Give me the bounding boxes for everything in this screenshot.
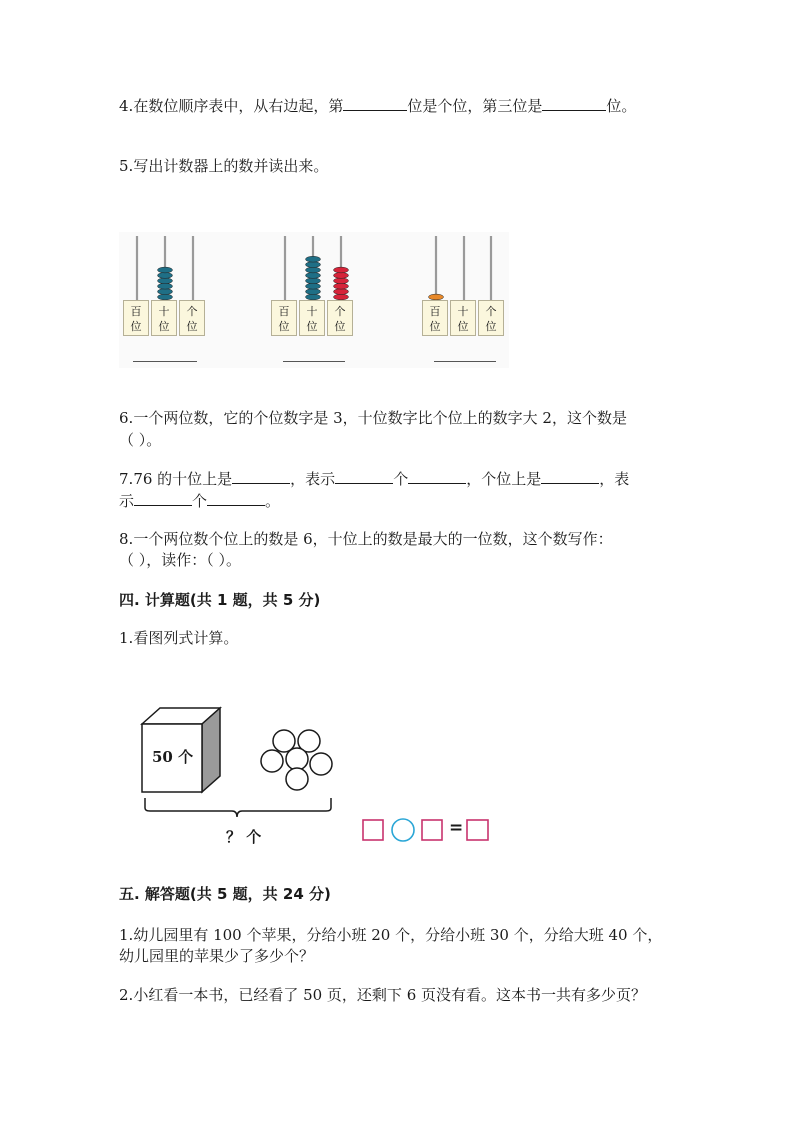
answer-question-1 [119,925,662,945]
calc-figure [0,690,794,860]
counting-circle [286,768,308,790]
place-label-hundreds: 百 位 [422,300,448,336]
answer-question-1-line2: 幼儿园里的苹果少了多少个？ [119,947,315,965]
question-text: 小红看一本书，已经看了 50 页，还剩下 6 页没有看。这本书一共有多少页？ [133,986,647,1004]
answer-blank[interactable] [335,469,393,484]
abacus-bead [306,273,321,279]
equals-sign: = [449,818,464,838]
circle-group [261,730,332,790]
calc-question-1 [119,628,238,648]
counting-circle [286,748,308,770]
question-number: 4. [119,97,134,115]
abacus-bead [334,283,349,289]
answer-blank[interactable] [541,469,599,484]
abacus-answer-line[interactable] [283,361,345,362]
abacus-bead [158,278,173,284]
abacus-bead [306,267,321,273]
abacus-bead [158,289,173,295]
question-text: 看图列式计算。 [133,629,239,647]
box-label: 50 个 [152,748,194,766]
question-number: 2. [119,986,134,1004]
abacus-bead [306,256,321,262]
abacus-bead [306,283,321,289]
abacus-bead [306,278,321,284]
question-number: 8. [119,530,134,548]
abacus-bead [306,262,321,268]
place-label-ones: 个 位 [327,300,353,336]
place-label-hundreds: 百 位 [123,300,149,336]
abacus-bead [334,267,349,273]
section-title: 五. 解答题(共 5 题，共 24 分) [119,885,331,903]
abacus-bead [158,267,173,273]
answer-blank[interactable] [207,491,265,506]
abacus-answer-line[interactable] [434,361,496,362]
question-text: 写出计数器上的数并读出来。 [133,157,329,175]
brace-label: ？ 个 [226,828,262,846]
answer-blank[interactable] [134,491,192,506]
question-text: 位是个位，第三位是 [407,97,543,115]
abacus-bead [334,289,349,295]
operator-circle[interactable] [392,819,414,841]
question-7: 7.76 的十位上是 ，表示 个 ，个位上是 ，表 [119,470,630,488]
question-text: 幼儿园里有 100 个苹果，分给小班 20 个，分给小班 30 个，分给大班 40 个， [133,926,663,944]
question-8 [119,529,613,549]
question-6 [119,408,627,428]
answer-blank[interactable] [232,469,290,484]
answer-square[interactable] [422,820,442,840]
question-text: 一个两位数个位上的数是 6，十位上的数是最大的一位数，这个数写作： [133,530,613,548]
abacus-rods [0,0,794,400]
question-number: 1. [119,629,134,647]
question-text: 位。 [606,97,637,115]
question-8-line2: （ ），读作：（ ）。 [119,551,242,569]
abacus-bead [158,273,173,279]
answer-question-2 [119,985,646,1005]
abacus-answer-line[interactable] [133,361,197,362]
brace [145,798,331,817]
place-label-ones: 个 位 [478,300,504,336]
place-label-hundreds: 百 位 [271,300,297,336]
question-number: 7. [119,470,134,488]
question-number: 1. [119,926,134,944]
answer-blank[interactable] [408,469,466,484]
counting-circle [261,750,283,772]
answer-square[interactable] [363,820,383,840]
abacus-bead [334,278,349,284]
place-label-ones: 个 位 [179,300,205,336]
abacus-bead [334,273,349,279]
place-label-tens: 十 位 [151,300,177,336]
abacus-bead [158,283,173,289]
answer-square[interactable] [467,820,488,840]
counting-circle [310,753,332,775]
place-label-tens: 十 位 [299,300,325,336]
question-6-line2: （ ）。 [119,431,162,449]
abacus-bead [306,289,321,295]
question-text: 在数位顺序表中，从右边起，第 [133,97,344,115]
question-7-line2: 示 个 。 [119,492,281,510]
question-number: 5. [119,157,134,175]
question-number: 6. [119,409,134,427]
section-title: 四. 计算题(共 1 题，共 5 分) [119,591,321,609]
place-label-tens: 十 位 [450,300,476,336]
question-text: 一个两位数，它的个位数字是 3，十位数字比个位上的数字大 2，这个数是 [133,409,627,427]
